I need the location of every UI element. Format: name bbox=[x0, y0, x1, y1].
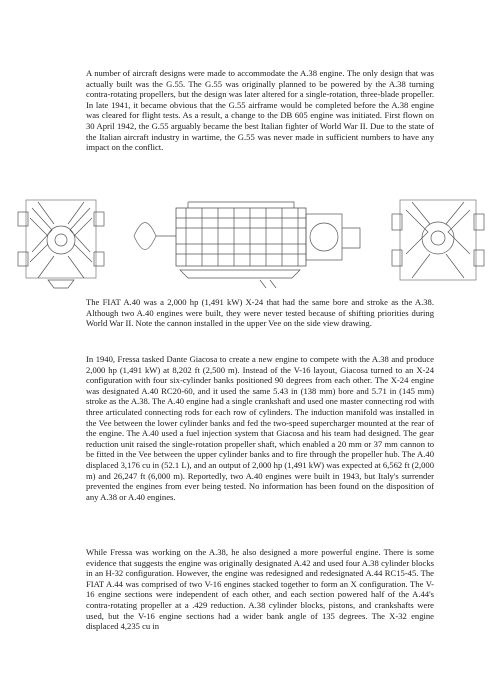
paragraph-a44-development: While Fressa was working on the A.38, he also designed a more powerful engine. There is some evidence that suggests the engine was originally designated A.42 and used four A.38 cylinder blocks in an H-32 configuration. However, the engine was redesigned and redesignated A.44 RC15-45. The FIAT A.44 was comprised of two V-16 engines stacked together to form an X configuration. The V-16 engine sections were independent of each other, and each section powered half of the A.44's contra-rotating propeller at a .429 reduction. A.38 cylinder blocks, pistons, and crankshafts were used, but the V-16 engine sections had a wider bank angle of 135 degrees. The X-32 engine displaced 4,235 cu in bbox=[86, 547, 434, 632]
paragraph-a38-aircraft-designs: A number of aircraft designs were made to accommodate the A.38 engine. The only design that was actually built was the G.55. The G.55 was originally planned to be powered by the A.38 turning contra-rotating propellers, but the design was later altered for a single-rotation, three-blade propeller. In late 1941, it became obvious that the G.55 airframe would be completed before the A.38 engine was cleared for flight tests. As a result, a change to the DB 605 engine was initiated. First flown on 30 April 1942, the G.55 arguably became the best Italian fighter of World War II. Due to the state of the Italian aircraft industry in wartime, the G.55 was never made in sufficient numbers to have any impact on the conflict. bbox=[86, 68, 434, 153]
engine-drawing-figure bbox=[8, 188, 492, 290]
paragraph-a40-development: In 1940, Fressa tasked Dante Giacosa to create a new engine to compete with the A.38 and produce 2,000 hp (1,491 kW) at 8,202 ft (2,500 m). Instead of the V-16 layout, Giacosa turned to an X-24 configuration with four six-cylinder banks positioned 90 degrees from each other. The X-24 engine was designated A.40 RC20-60, and it used the same 5.43 in (138 mm) bore and 5.71 in (145 mm) stroke as the A.38. The A.40 engine had a single crankshaft and used one master connecting rod with three articulated connecting rods for each row of cylinders. The induction manifold was installed in the Vee between the lower cylinder banks and fed the two-speed supercharger mounted at the rear of the engine. The A.40 used a fuel injection system that Giacosa and his team had designed. The gear reduction unit raised the single-rotation propeller shaft, which enabled a 20 mm or 37 mm cannon to be fitted in the Vee between the upper cylinder banks and to fire through the propeller hub. The A.40 displaced 3,176 cu in (52.1 L), and an output of 2,000 hp (1,491 kW) was expected at 6,562 ft (2,000 m) and 26,247 ft (6,000 m). Reportedly, two A.40 engines were built in 1943, but Italy's surrender prevented the engines from ever being tested. No information has been found on the disposition of any A.38 or A.40 engines. bbox=[86, 354, 434, 502]
front-view-drawing-right bbox=[392, 200, 484, 280]
side-view-drawing bbox=[134, 202, 360, 288]
front-view-drawing-left bbox=[18, 200, 104, 288]
paragraph-fiat-a40-caption: The FIAT A.40 was a 2,000 hp (1,491 kW) X-24 that had the same bore and stroke as the A.38. Although two A.40 engines were built, they were never tested because of shifting priorities during World War II. Note the cannon installed in the upper Vee on the side view drawing. bbox=[86, 297, 434, 329]
fiat-a40-engine-drawing bbox=[8, 188, 492, 290]
